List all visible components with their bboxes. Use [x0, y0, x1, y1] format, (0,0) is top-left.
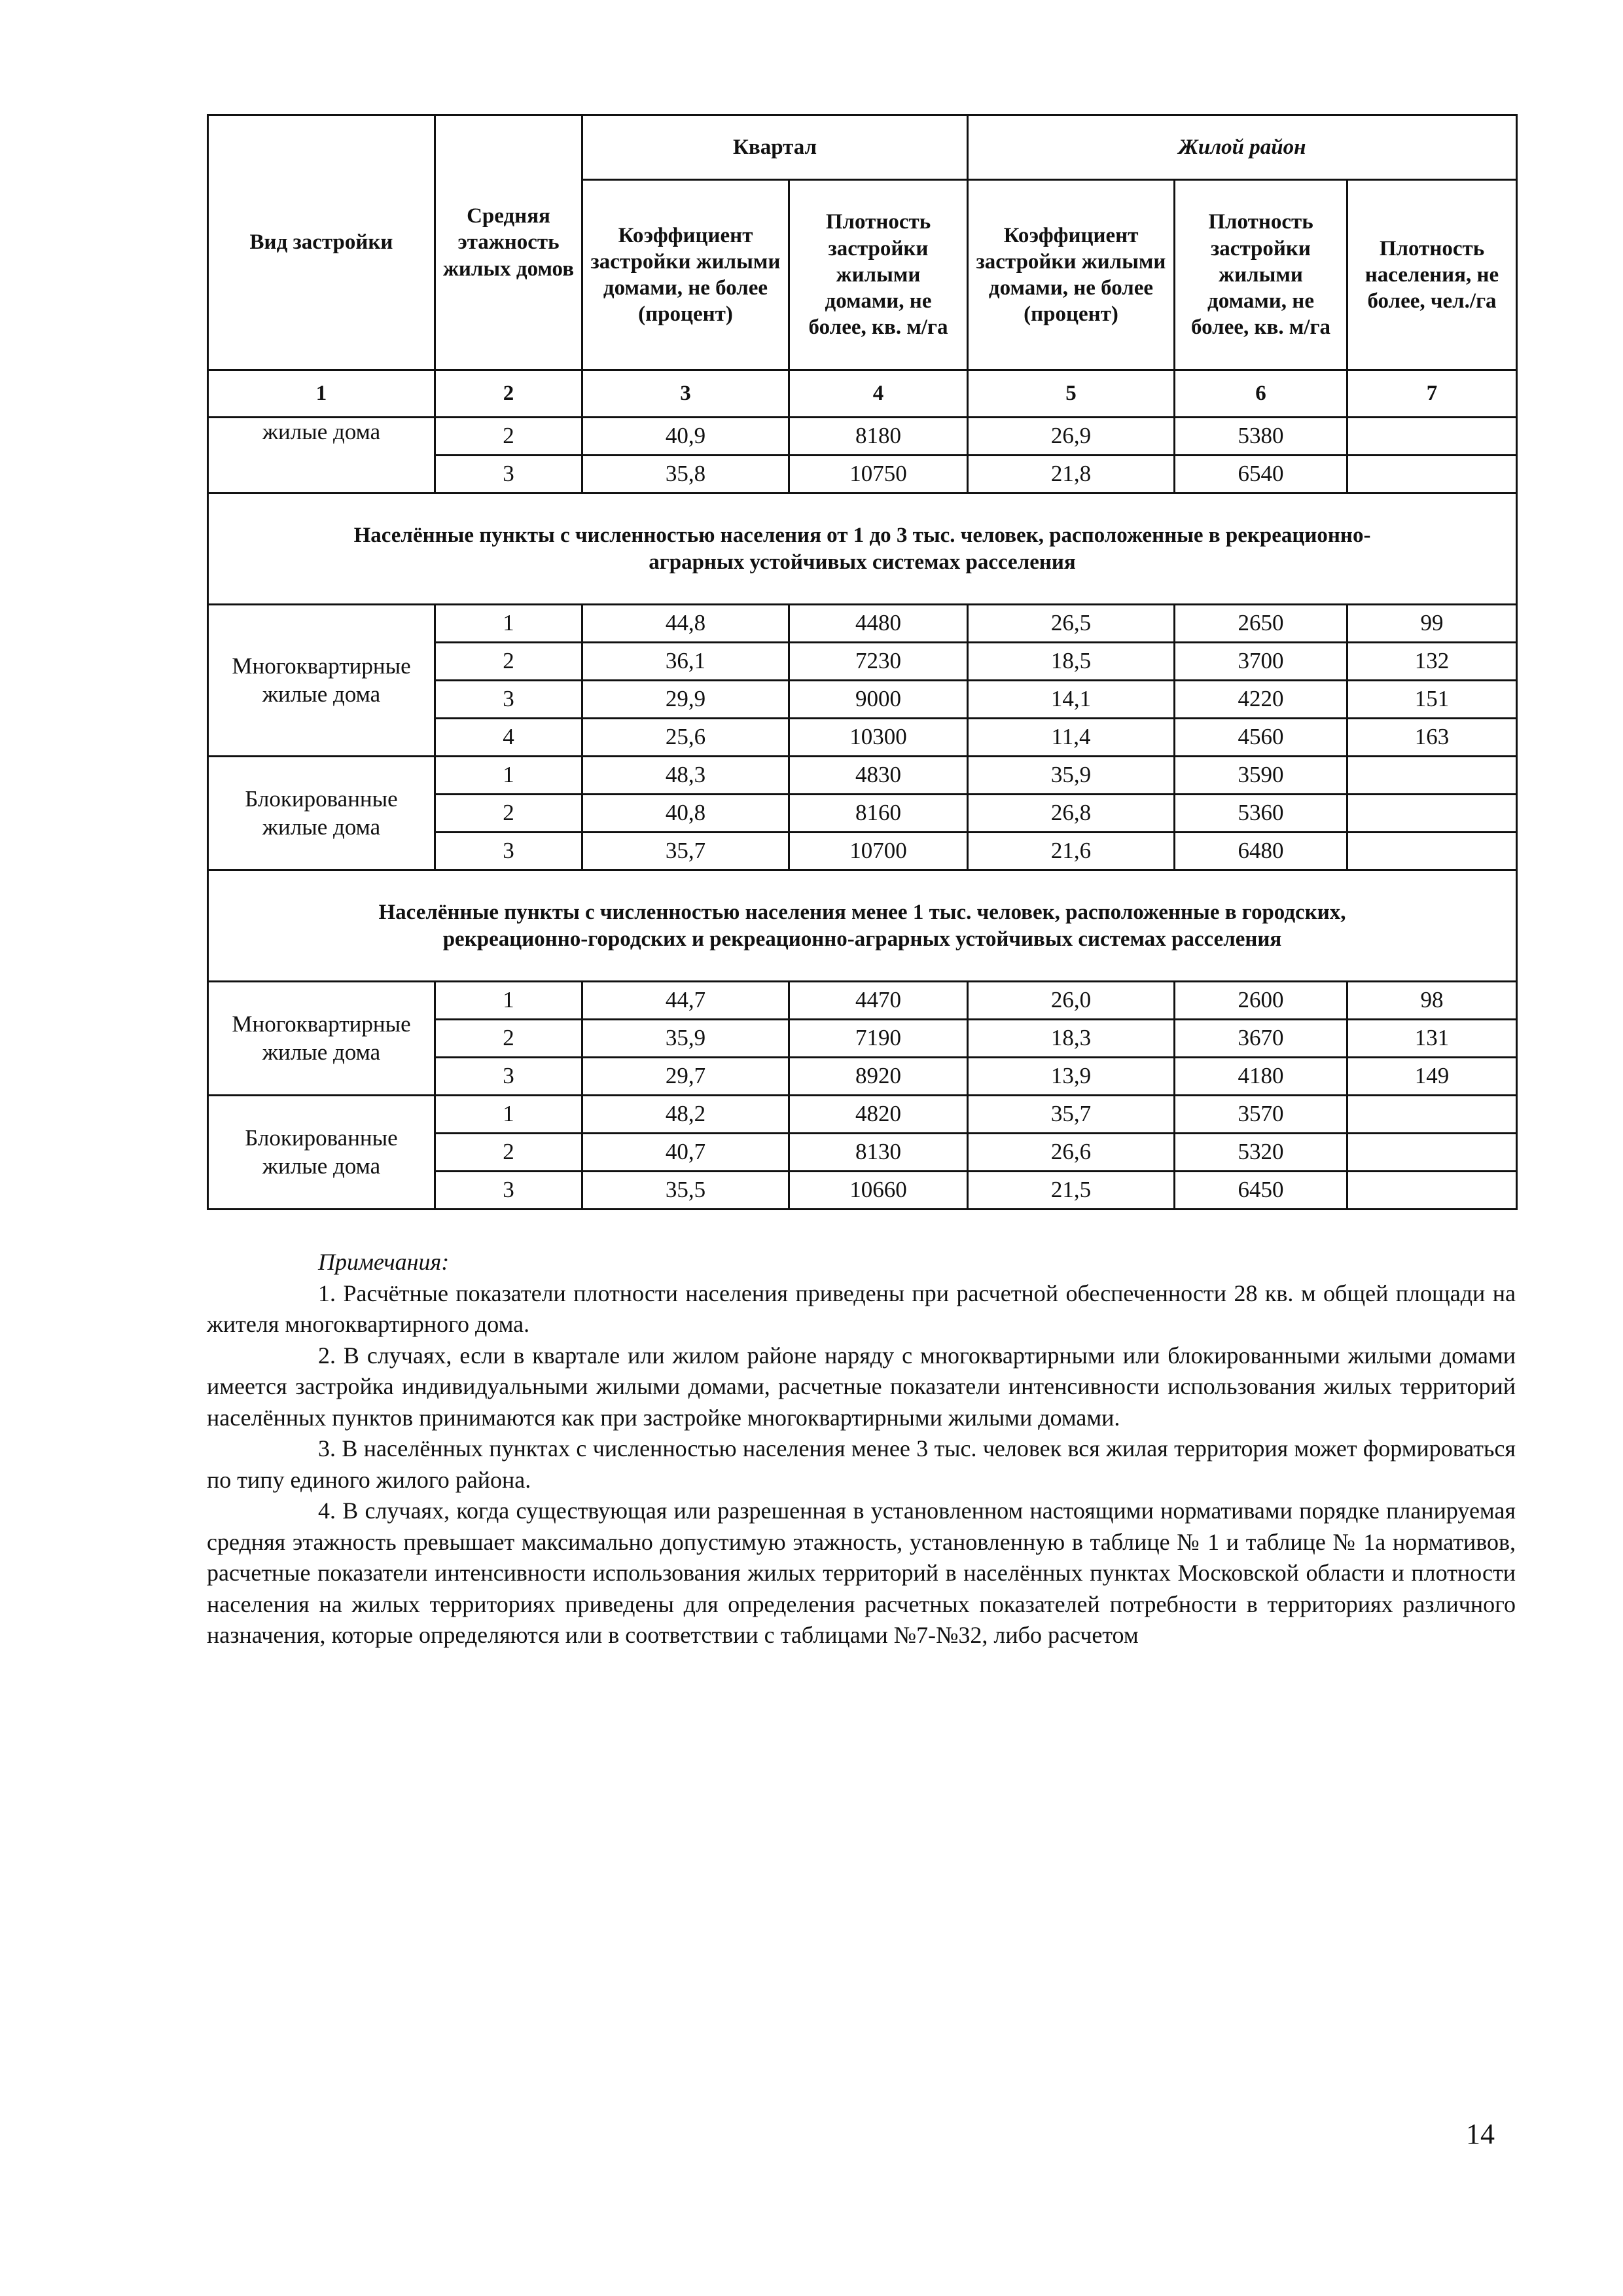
header-district-density: Плотность застройки жилыми домами, не более, кв. м/га [1175, 180, 1347, 370]
column-number: 4 [789, 370, 968, 418]
floors-cell: 2 [435, 1134, 582, 1172]
district-coefficient-cell: 26,5 [968, 605, 1175, 643]
header-population-density: Плотность населения, не более, чел./га [1347, 180, 1517, 370]
kvartal-density-cell: 4830 [789, 757, 968, 795]
floors-cell: 3 [435, 456, 582, 493]
notes [207, 1247, 1516, 1651]
district-density-cell: 5320 [1175, 1134, 1347, 1172]
population-density-cell: 149 [1347, 1058, 1517, 1096]
floors-cell: 3 [435, 833, 582, 870]
district-density-cell: 5360 [1175, 795, 1347, 833]
district-density-cell: 3700 [1175, 643, 1347, 681]
district-coefficient-cell: 26,8 [968, 795, 1175, 833]
district-coefficient-cell: 13,9 [968, 1058, 1175, 1096]
building-type-cell: Многоквартирные жилые дома [208, 605, 435, 757]
floors-cell: 1 [435, 605, 582, 643]
floors-cell: 3 [435, 1172, 582, 1210]
district-coefficient-cell: 21,8 [968, 456, 1175, 493]
population-density-cell [1347, 1172, 1517, 1210]
note-item: 2. В случаях, если в квартале или жилом районе наряду с многоквартирными или блокированными жилыми домами имеется застройка индивидуальными жилыми домами, расчетные показатели интенсивности использования жилых территорий населённых пунктов принимаются как при застройке многоквартирными жилыми домами. [207, 1342, 1516, 1431]
district-density-cell: 2600 [1175, 982, 1347, 1020]
table-row [208, 1096, 1517, 1134]
kvartal-density-cell: 4480 [789, 605, 968, 643]
header-avg-floors: Средняя этажность жилых домов [435, 115, 582, 370]
kvartal-coefficient-cell: 44,8 [582, 605, 789, 643]
district-coefficient-cell: 35,7 [968, 1096, 1175, 1134]
floors-cell: 2 [435, 1020, 582, 1058]
district-coefficient-cell: 11,4 [968, 719, 1175, 757]
district-density-cell: 4180 [1175, 1058, 1347, 1096]
kvartal-density-cell: 7230 [789, 643, 968, 681]
district-density-cell: 3670 [1175, 1020, 1347, 1058]
kvartal-coefficient-cell: 48,2 [582, 1096, 789, 1134]
floors-cell: 3 [435, 681, 582, 719]
table-row [208, 757, 1517, 795]
page-number: 14 [1466, 2118, 1495, 2150]
kvartal-density-cell: 7190 [789, 1020, 968, 1058]
population-density-cell [1347, 795, 1517, 833]
note-item: 3. В населённых пунктах с численностью населения менее 3 тыс. человек вся жилая территория может формироваться по типу единого жилого района. [207, 1435, 1516, 1493]
column-number: 6 [1175, 370, 1347, 418]
building-type-cell: Блокированные жилые дома [208, 1096, 435, 1210]
table-row [208, 982, 1517, 1020]
kvartal-coefficient-cell: 35,7 [582, 833, 789, 870]
column-number: 2 [435, 370, 582, 418]
kvartal-coefficient-cell: 35,8 [582, 456, 789, 493]
population-density-cell: 132 [1347, 643, 1517, 681]
header-group-kvartal: Квартал [582, 115, 968, 180]
district-density-cell: 6540 [1175, 456, 1347, 493]
floors-cell: 3 [435, 1058, 582, 1096]
floors-cell: 2 [435, 418, 582, 456]
kvartal-density-cell: 10660 [789, 1172, 968, 1210]
floors-cell: 2 [435, 795, 582, 833]
kvartal-coefficient-cell: 44,7 [582, 982, 789, 1020]
column-number: 7 [1347, 370, 1517, 418]
population-density-cell [1347, 456, 1517, 493]
column-numbers-row [208, 370, 1517, 418]
section-title: Населённые пункты с численностью населения от 1 до 3 тыс. человек, расположенные в рекреационно-аграрных устойчивых системах расселения [208, 493, 1517, 605]
district-density-cell: 5380 [1175, 418, 1347, 456]
floors-cell: 1 [435, 757, 582, 795]
building-type-cell: жилые дома [208, 418, 435, 493]
section-header-row [208, 493, 1517, 605]
column-number: 1 [208, 370, 435, 418]
section-header-row [208, 870, 1517, 982]
district-coefficient-cell: 26,6 [968, 1134, 1175, 1172]
kvartal-density-cell: 4820 [789, 1096, 968, 1134]
kvartal-coefficient-cell: 40,9 [582, 418, 789, 456]
district-coefficient-cell: 14,1 [968, 681, 1175, 719]
population-density-cell [1347, 1096, 1517, 1134]
floors-cell: 4 [435, 719, 582, 757]
kvartal-coefficient-cell: 25,6 [582, 719, 789, 757]
kvartal-coefficient-cell: 35,5 [582, 1172, 789, 1210]
district-density-cell: 6450 [1175, 1172, 1347, 1210]
floors-cell: 1 [435, 982, 582, 1020]
kvartal-coefficient-cell: 48,3 [582, 757, 789, 795]
building-type-cell: Блокированные жилые дома [208, 757, 435, 870]
header-kvartal-density: Плотность застройки жилыми домами, не более, кв. м/га [789, 180, 968, 370]
kvartal-density-cell: 8180 [789, 418, 968, 456]
district-coefficient-cell: 21,6 [968, 833, 1175, 870]
district-coefficient-cell: 35,9 [968, 757, 1175, 795]
section-title: Населённые пункты с численностью населения менее 1 тыс. человек, расположенные в городских, рекреационно-городских и рекреационно-аграрных устойчивых системах расселения [208, 870, 1517, 982]
kvartal-coefficient-cell: 40,7 [582, 1134, 789, 1172]
district-coefficient-cell: 26,9 [968, 418, 1175, 456]
population-density-cell [1347, 418, 1517, 456]
kvartal-density-cell: 8130 [789, 1134, 968, 1172]
district-density-cell: 3590 [1175, 757, 1347, 795]
kvartal-coefficient-cell: 29,9 [582, 681, 789, 719]
population-density-cell: 99 [1347, 605, 1517, 643]
floors-cell: 2 [435, 643, 582, 681]
header-district-coefficient: Коэффициент застройки жилыми домами, не более (процент) [968, 180, 1175, 370]
table-row [208, 418, 1517, 456]
kvartal-density-cell: 10300 [789, 719, 968, 757]
floors-cell: 1 [435, 1096, 582, 1134]
norms-table [207, 114, 1518, 1210]
district-coefficient-cell: 21,5 [968, 1172, 1175, 1210]
building-type-cell: Многоквартирные жилые дома [208, 982, 435, 1096]
population-density-cell [1347, 1134, 1517, 1172]
kvartal-density-cell: 10700 [789, 833, 968, 870]
header-building-type: Вид застройки [208, 115, 435, 370]
header-group-residential-district: Жилой район [968, 115, 1517, 180]
population-density-cell: 163 [1347, 719, 1517, 757]
kvartal-density-cell: 4470 [789, 982, 968, 1020]
kvartal-coefficient-cell: 36,1 [582, 643, 789, 681]
district-coefficient-cell: 18,5 [968, 643, 1175, 681]
district-coefficient-cell: 18,3 [968, 1020, 1175, 1058]
kvartal-coefficient-cell: 40,8 [582, 795, 789, 833]
district-coefficient-cell: 26,0 [968, 982, 1175, 1020]
kvartal-coefficient-cell: 35,9 [582, 1020, 789, 1058]
header-kvartal-coefficient: Коэффициент застройки жилыми домами, не более (процент) [582, 180, 789, 370]
note-item: 1. Расчётные показатели плотности населения приведены при расчетной обеспеченности 28 кв. м общей площади на жителя многоквартирного дома. [207, 1280, 1516, 1338]
population-density-cell: 98 [1347, 982, 1517, 1020]
kvartal-density-cell: 8920 [789, 1058, 968, 1096]
kvartal-density-cell: 10750 [789, 456, 968, 493]
kvartal-density-cell: 8160 [789, 795, 968, 833]
district-density-cell: 3570 [1175, 1096, 1347, 1134]
table-row [208, 605, 1517, 643]
population-density-cell [1347, 833, 1517, 870]
district-density-cell: 4220 [1175, 681, 1347, 719]
column-number: 5 [968, 370, 1175, 418]
notes-title: Примечания: [318, 1249, 450, 1275]
note-item: 4. В случаях, когда существующая или разрешенная в установленном настоящими нормативами порядке планируемая средняя этажность превышает максимально допустимую этажность, установленную в таблице № 1 и таблице № 1а нормативов, расчетные показатели интенсивности использования жилых территорий в населённых пунктах Московской области и плотности населения на жилых территориях приведены для определения расчетных показателей потребности в территориях различного назначения, которые определяются или в соответствии с таблицами №7-№32, либо расчетом [207, 1498, 1516, 1649]
population-density-cell [1347, 757, 1517, 795]
kvartal-density-cell: 9000 [789, 681, 968, 719]
column-number: 3 [582, 370, 789, 418]
population-density-cell: 131 [1347, 1020, 1517, 1058]
district-density-cell: 6480 [1175, 833, 1347, 870]
district-density-cell: 4560 [1175, 719, 1347, 757]
population-density-cell: 151 [1347, 681, 1517, 719]
kvartal-coefficient-cell: 29,7 [582, 1058, 789, 1096]
district-density-cell: 2650 [1175, 605, 1347, 643]
